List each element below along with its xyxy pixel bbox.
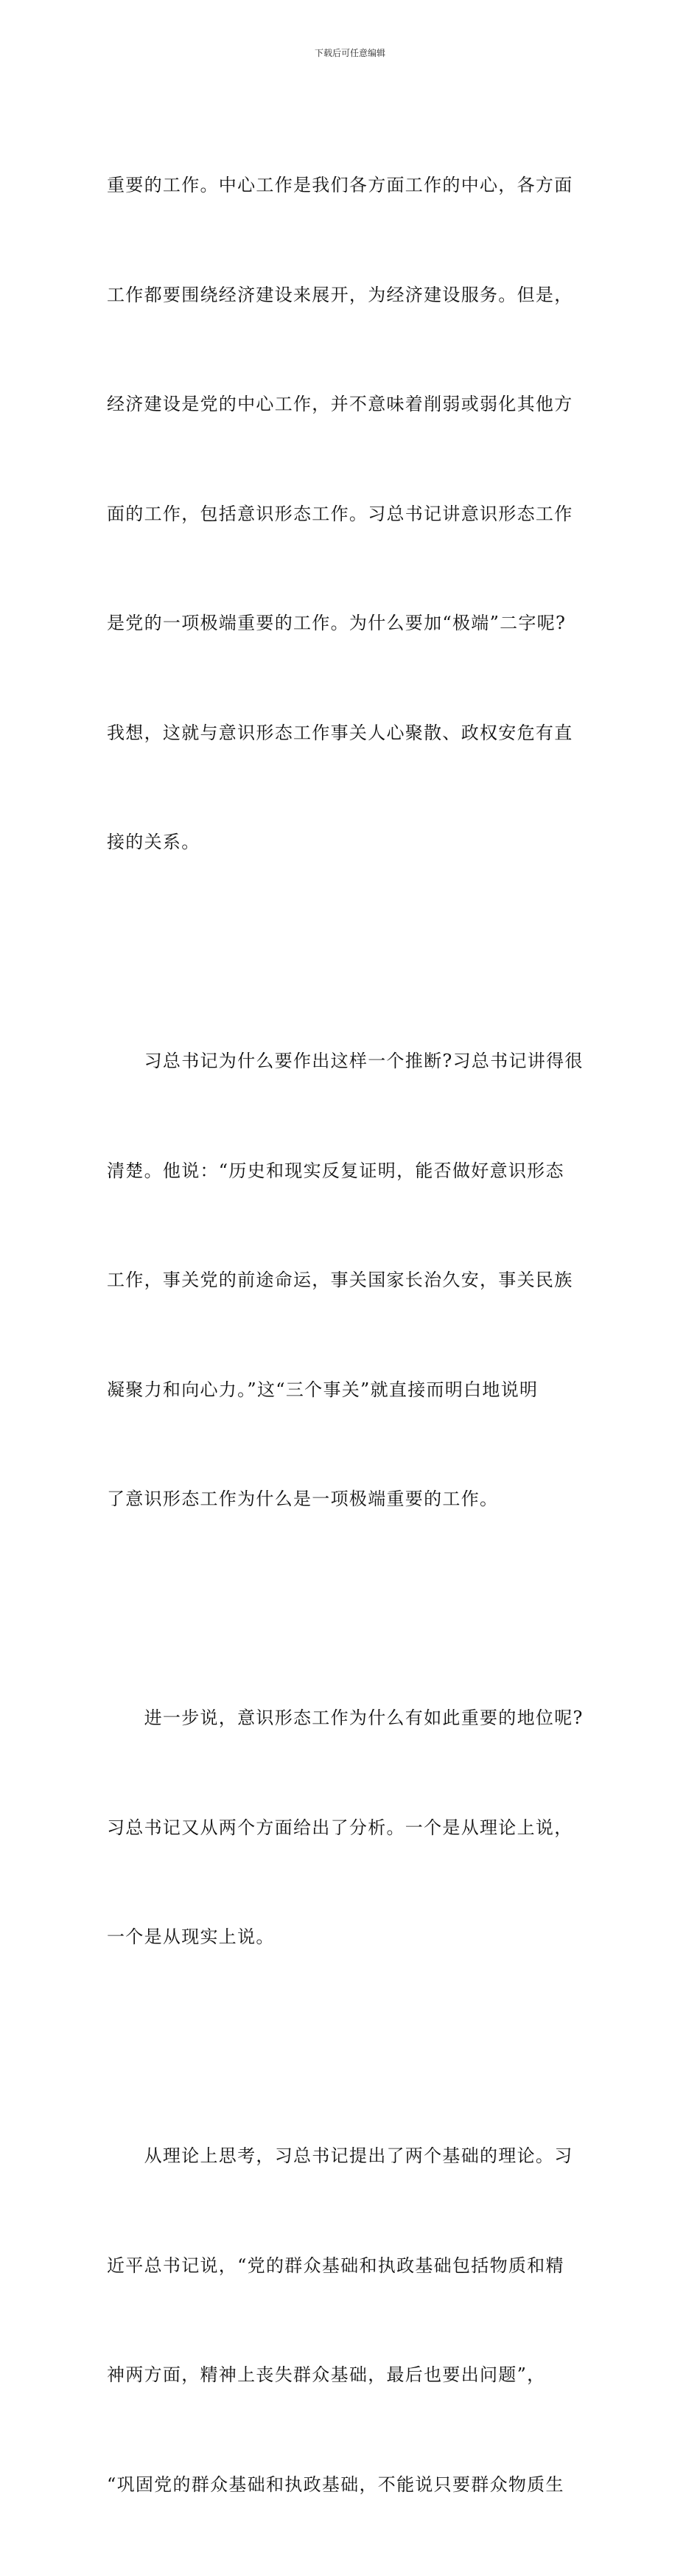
text-line: “巩固党的群众基础和执政基础，不能说只要群众物质生 (107, 2474, 564, 2495)
text-line: 从理论上思考，习总书记提出了两个基础的理论。习 (107, 2145, 573, 2166)
text-line: 习总书记又从两个方面给出了分析。一个是从理论上说， (107, 1817, 573, 1838)
text-line: 经济建设是党的中心工作，并不意味着削弱或弱化其他方 (107, 394, 573, 414)
text-line: 面的工作，包括意识形态工作。习总书记讲意识形态工作 (107, 503, 573, 524)
text-line: 工作，事关党的前途命运，事关国家长治久安，事关民族 (107, 1270, 573, 1290)
document-body (107, 94, 595, 2576)
paragraph-2 (107, 970, 595, 1591)
text-line: 近平总书记说，“党的群众基础和执政基础包括物质和精 (107, 2255, 564, 2276)
text-line: 清楚。他说：“历史和现实反复证明，能否做好意识形态 (107, 1160, 564, 1181)
text-line: 工作都要围绕经济建设来展开，为经济建设服务。但是， (107, 284, 573, 305)
text-line: 习总书记为什么要作出这样一个推断?习总书记讲得很 (107, 1051, 584, 1071)
text-line: 我想，这就与意识形态工作事关人心聚散、政权安危有直 (107, 722, 573, 743)
text-line: 凝聚力和向心力。”这“三个事关”就直接而明白地说明 (107, 1379, 539, 1400)
text-line: 接的关系。 (107, 832, 200, 852)
text-line: 神两方面，精神上丧失群众基础，最后也要出问题”， (107, 2364, 546, 2385)
paragraph-1 (107, 94, 595, 934)
text-line: 是党的一项极端重要的工作。为什么要加“极端”二字呢? (107, 613, 567, 633)
paragraph-4 (107, 2065, 595, 2576)
paragraph-3 (107, 1627, 595, 2029)
text-line: 进一步说，意识形态工作为什么有如此重要的地位呢? (107, 1708, 584, 1728)
text-line: 了意识形态工作为什么是一项极端重要的工作。 (107, 1489, 499, 1509)
text-line: 一个是从现实上说。 (107, 1926, 275, 1947)
text-line: 重要的工作。中心工作是我们各方面工作的中心，各方面 (107, 175, 573, 195)
page-header: 下载后可任意编辑 (314, 48, 385, 58)
